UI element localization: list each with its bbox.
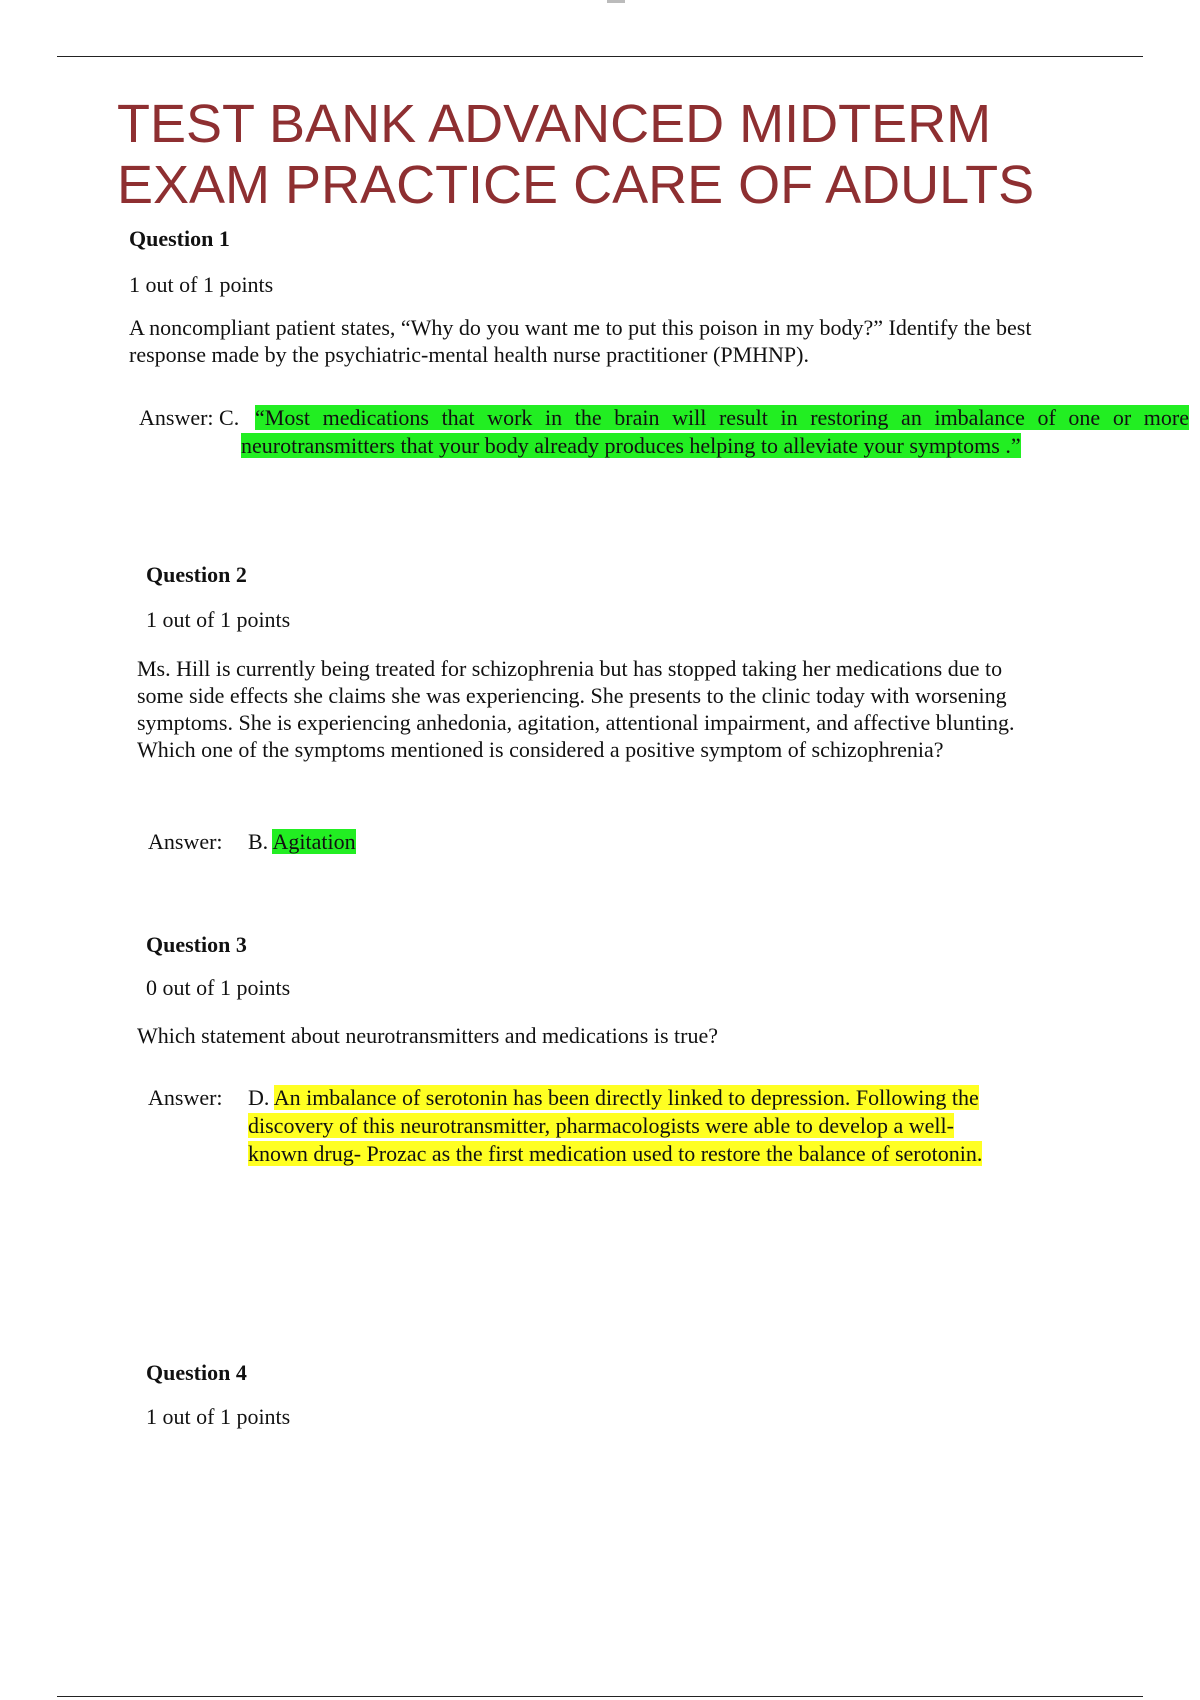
question-2-answer-body <box>248 828 356 856</box>
footer-rule <box>57 1696 1143 1697</box>
page-top-marker <box>607 0 625 3</box>
question-2-answer-text: Agitation <box>272 829 356 854</box>
question-4-points: 1 out of 1 points <box>146 1404 291 1429</box>
question-3-answer-label: Answer: <box>148 1085 223 1110</box>
question-3-answer-letter: D. <box>248 1085 270 1110</box>
question-3-answer <box>148 1084 1028 1204</box>
question-1-answer-letter: C. <box>219 405 240 430</box>
question-1-answer-body <box>241 404 1189 460</box>
question-4-heading: Question 4 <box>146 1360 247 1385</box>
document-title: TEST BANK ADVANCED MIDTERM EXAM PRACTICE CARE OF ADULTS <box>117 94 1035 215</box>
question-2-answer-letter: B. <box>248 829 269 854</box>
question-3-answer-text: An imbalance of serotonin has been directly linked to depression. Following the discovery of this neurotransmitter, pharmacologists were able to develop a well-known drug- Prozac as the first medication used to restore the balance of serotonin. <box>248 1085 983 1166</box>
question-1-answer-label: Answer: C. <box>139 405 240 430</box>
question-2-text: Ms. Hill is currently being treated for schizophrenia but has stopped taking her medications due to some side effects she claims she was experiencing. She presents to the clinic today with worsening symptoms. She is experiencing anhedonia, agitation, attentional impairment, and affective blunting. Which one of the symptoms mentioned is considered a positive symptom of schizophrenia? <box>137 656 1015 762</box>
question-3-text: Which statement about neurotransmitters and medications is true? <box>137 1023 718 1048</box>
question-1-points: 1 out of 1 points <box>129 272 274 297</box>
question-1-text: A noncompliant patient states, “Why do you want me to put this poison in my body?” Identify the best response made by the psychiatric-mental health nurse practitioner (PMHNP). <box>129 315 1032 367</box>
question-1-answer-text: “Most medications that work in the brain will result in restoring an imbalance of one or more neurotransmitters that your body already produces helping to alleviate your symptoms .” <box>241 405 1189 458</box>
question-3-answer-body <box>248 1084 1013 1168</box>
question-3-points: 0 out of 1 points <box>146 975 291 1000</box>
question-2-answer <box>148 828 748 858</box>
question-1-heading: Question 1 <box>129 226 230 251</box>
header-rule <box>57 56 1143 57</box>
question-3-heading: Question 3 <box>146 932 247 957</box>
question-2-answer-label: Answer: <box>148 829 223 854</box>
question-1-answer <box>139 404 1189 494</box>
question-2-heading: Question 2 <box>146 562 247 587</box>
question-2-points: 1 out of 1 points <box>146 607 291 632</box>
